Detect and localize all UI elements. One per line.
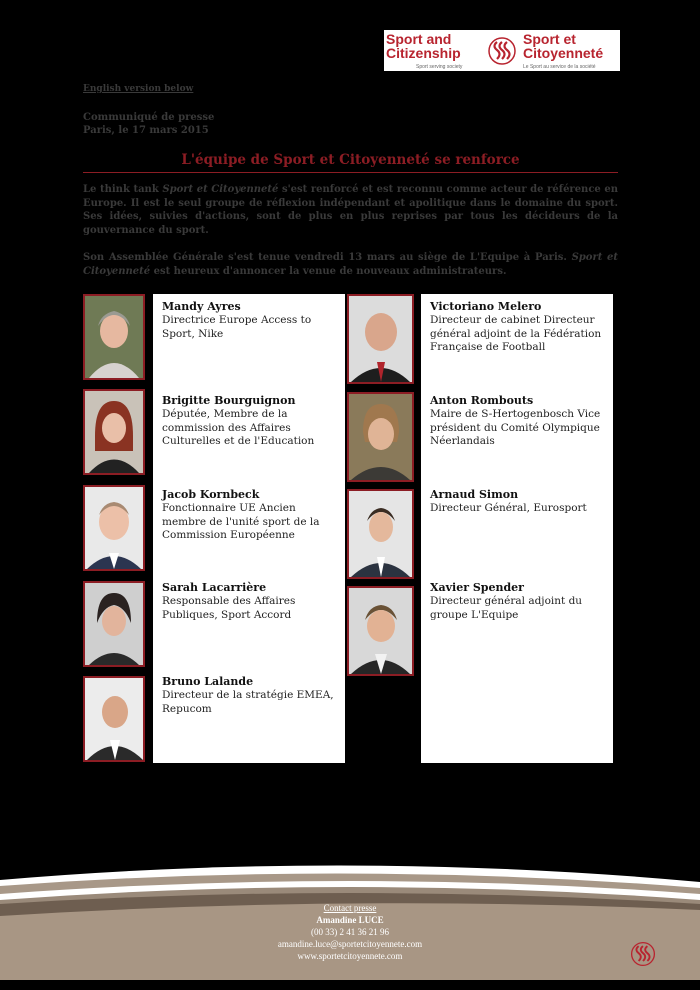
right-column-card <box>421 294 613 763</box>
logo-french <box>520 30 620 71</box>
person-name: Jacob Kornbeck <box>162 488 260 501</box>
header-logo <box>384 30 620 71</box>
press-release-info <box>83 111 214 137</box>
person-name: Mandy Ayres <box>162 300 241 313</box>
photo-sarah-lacarriere <box>83 581 145 667</box>
logo-en-sub: Sport serving society <box>416 64 463 70</box>
logo-english <box>384 30 484 71</box>
photo-anton-rombouts <box>347 392 414 482</box>
person-desc: Maire de S-Hertogenbosch Vice président du Comité Olympique Néerlandais <box>430 408 601 447</box>
person-name: Brigitte Bourguignon <box>162 394 296 407</box>
footer-sss-logo-icon <box>629 940 657 972</box>
person-desc: Députée, Membre de la commission des Affaires Culturelles et de l'Education <box>162 408 315 447</box>
contact-phone: (00 33) 2 41 36 21 96 <box>311 927 389 937</box>
person-name: Bruno Lalande <box>162 675 254 688</box>
paragraph-2: Son Assemblée Générale s'est tenue vendredi 13 mars au siège de L'Equipe à Paris. Sport et Citoyenneté est heureux d'annoncer la venue de nouveaux administrateurs. <box>83 252 619 277</box>
person-desc: Directeur Général, Eurosport <box>430 502 587 514</box>
person-name: Arnaud Simon <box>430 488 519 501</box>
sss-logo-icon <box>484 30 520 71</box>
paragraph-1: Le think tank Sport et Citoyenneté s'est renforcé et est reconnu comme acteur de référence en Europe. Il est le seul groupe de réflexion indépendant et apolitique dans le domaine du sport. Ses idées, suivies d'actions, sont de plus en plus reprises par tous les décideurs de la gouvernance du sport. <box>83 184 619 236</box>
logo-fr-sub: Le Sport au service de la société <box>523 64 596 70</box>
person-name: Victoriano Melero <box>430 300 542 313</box>
person-desc: Directrice Europe Access to Sport, Nike <box>162 314 312 340</box>
photo-jacob-kornbeck <box>83 485 145 571</box>
photo-brigitte-bourguignon <box>83 389 145 475</box>
press-date: Paris, le 17 mars 2015 <box>83 125 209 136</box>
photo-arnaud-simon <box>347 489 414 579</box>
press-label: Communiqué de presse <box>83 112 215 123</box>
photo-mandy-ayres <box>83 294 145 380</box>
contact-name: Amandine LUCE <box>316 915 384 925</box>
logo-en-line2: Citizenship <box>386 45 461 61</box>
person-desc: Responsable des Affaires Publiques, Sport Accord <box>162 595 296 621</box>
contact-label: Contact presse <box>323 903 377 913</box>
logo-fr-line1: Sport et <box>523 31 576 47</box>
contact-website[interactable]: www.sportetcitoyennete.com <box>297 951 403 961</box>
photo-bruno-lalande <box>83 676 145 762</box>
person-desc: Directeur de la stratégie EMEA, Repucom <box>162 689 334 715</box>
press-contact <box>0 902 700 962</box>
person-name: Sarah Lacarrière <box>162 581 267 594</box>
headline: L'équipe de Sport et Citoyenneté se renforce <box>83 152 618 173</box>
person-desc: Directeur de cabinet Directeur général adjoint de la Fédération Française de Football <box>430 314 602 353</box>
logo-fr-line2: Citoyenneté <box>523 45 604 61</box>
person-desc: Fonctionnaire UE Ancien membre de l'unité sport de la Commission Européenne <box>162 502 320 541</box>
english-version-link[interactable]: English version below <box>83 84 194 94</box>
photo-xavier-spender <box>347 586 414 676</box>
logo-en-line1: Sport and <box>386 31 452 47</box>
contact-email[interactable]: amandine.luce@sportetcitoyennete.com <box>277 939 423 949</box>
person-name: Anton Rombouts <box>430 394 534 407</box>
person-name: Xavier Spender <box>430 581 524 594</box>
photo-victoriano-melero <box>347 294 414 384</box>
person-desc: Directeur général adjoint du groupe L'Equipe <box>430 595 583 621</box>
